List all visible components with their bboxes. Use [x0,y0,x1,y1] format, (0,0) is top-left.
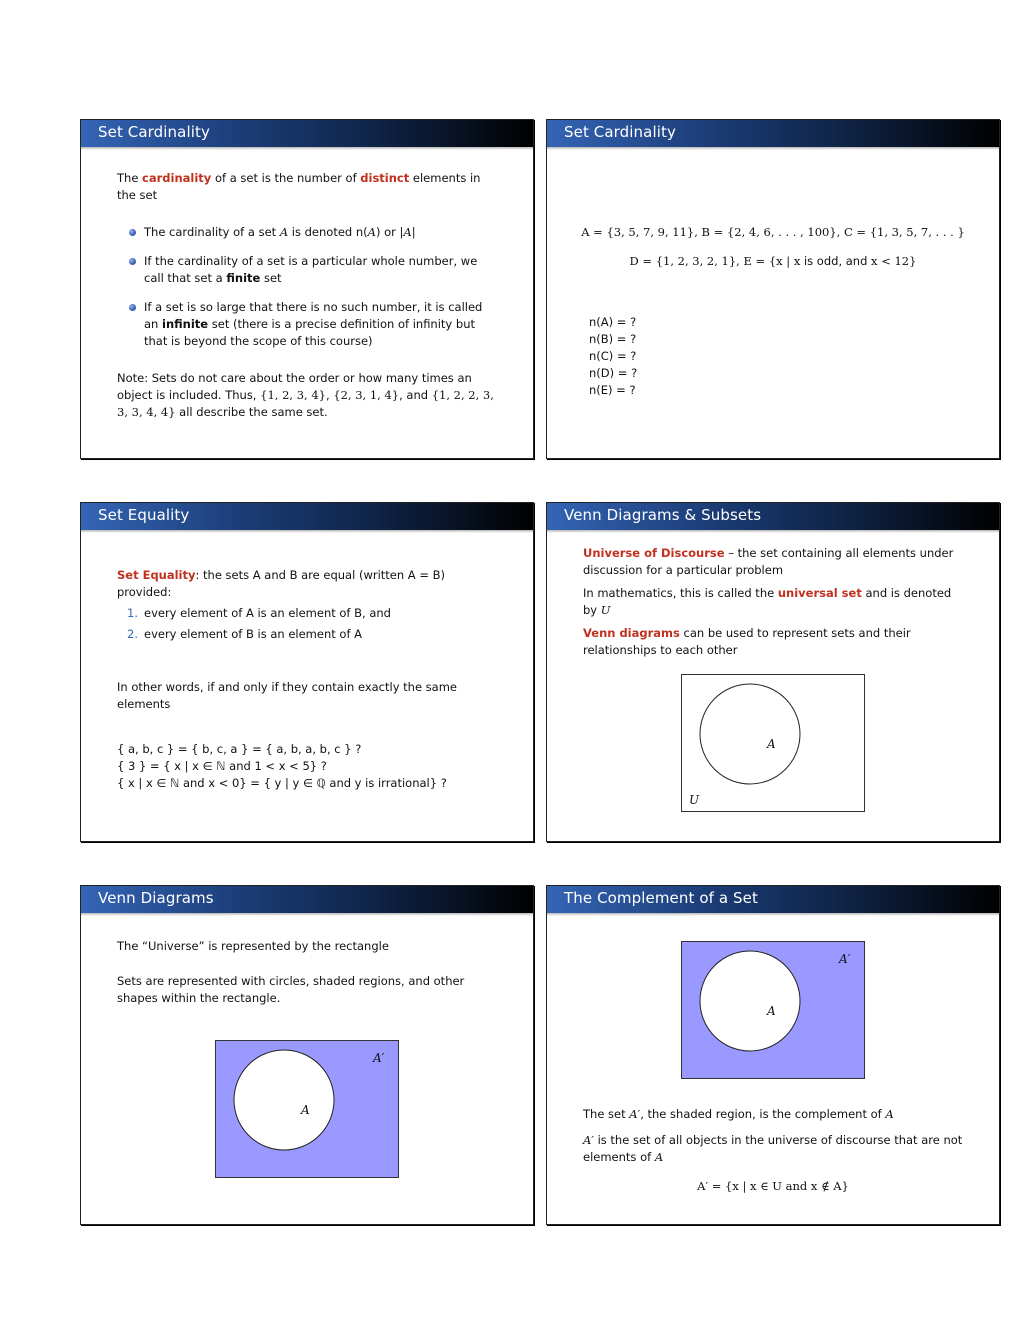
bullet-item: If a set is so large that there is no such number, it is called an infinite set (there is a precise definition of infinity but that is beyond the scope of this course) [117,299,497,350]
slide-title: The Complement of a Set [564,889,758,907]
term-cardinality: cardinality [142,171,212,185]
cardinality-definition: The cardinality of a set is the number of distinct elements in the set [117,171,481,202]
set-a-circle [700,684,800,784]
slide-venn-diagrams-subsets [546,502,1000,842]
slide-title: Set Equality [98,506,190,524]
term-distinct: distinct [360,171,410,185]
slide-complement-of-a-set [546,885,1000,1225]
question-n-a: n(A) = ? [589,315,637,329]
slide-body [117,567,497,792]
slide-title-bar [81,886,533,913]
question-n-c: n(C) = ? [589,349,637,363]
slide-title-bar [547,120,999,147]
slide-body [567,224,979,270]
term-infinite: infinite [162,317,209,331]
slide-title: Set Cardinality [98,123,210,141]
term-universe-of-discourse: Universe of Discourse [583,546,725,560]
venn-diagram-complement [215,1040,401,1180]
slide-set-cardinality-examples [546,119,1000,459]
question-n-d: n(D) = ? [589,366,638,380]
slide-title: Venn Diagrams [98,889,214,907]
universe-rectangle-paragraph: The “Universe” is represented by the rectangle [117,939,389,953]
cardinality-questions [589,314,637,399]
slide-set-cardinality-definition [80,119,534,459]
complement-label: A′ [373,1051,385,1065]
slide-body [117,938,497,1007]
condition-item: 1. every element of A is an element of B, and [127,606,391,620]
complement-label: A′ [839,952,851,966]
venn-diagram-complement [681,941,867,1081]
complement-definition: A′ is the set of all objects in the universe of discourse that are not elements of A [583,1133,963,1164]
set-a-label: A [767,1004,776,1018]
slide-title-bar [81,120,533,147]
slide-body [583,545,963,659]
slide-title-bar [547,503,999,530]
set-definitions-line-1: A = {3, 5, 7, 9, 11}, B = {2, 4, 6, . . . , 100}, C = {1, 3, 5, 7, . . . } [581,225,965,239]
slide-body [117,170,497,421]
term-venn-diagrams: Venn diagrams [583,626,680,640]
slide-set-equality [80,502,534,842]
set-a-label: A [767,737,776,751]
equality-questions [117,741,497,792]
term-universal-set: universal set [777,586,862,600]
bullet-icon [129,258,136,265]
slide-title: Venn Diagrams & Subsets [564,506,762,524]
complement-paragraph: The set A′, the shaded region, is the complement of A [583,1107,894,1121]
equality-conditions [117,605,497,643]
equality-question: { a, b, c } = { b, c, a } = { a, b, a, b, c } ? [117,742,362,756]
complement-formula: A′ = {x | x ∈ U and x ∉ A} [697,1179,849,1193]
universe-definition: Universe of Discourse – the set containing all elements under discussion for a particular problem [583,546,954,577]
venn-paragraph: Venn diagrams can be used to represent sets and their relationships to each other [583,626,911,657]
venn-diagram-universe [681,674,867,814]
question-n-b: n(B) = ? [589,332,637,346]
universe-label: U [689,793,700,807]
term-finite: finite [226,271,261,285]
universal-set-paragraph: In mathematics, this is called the universal set and is denoted by U [583,586,952,617]
set-a-circle [700,951,800,1051]
other-words-paragraph: In other words, if and only if they contain exactly the same elements [117,680,458,711]
sets-shapes-paragraph: Sets are represented with circles, shaded regions, and other shapes within the rectangle. [117,974,465,1005]
bullet-icon [129,229,136,236]
set-a-circle [234,1050,334,1150]
term-set-equality: Set Equality [117,568,196,582]
slide-title-bar [81,503,533,530]
set-a-label: A [301,1103,310,1117]
bullet-item: The cardinality of a set A is denoted n(A) or |A| [117,224,497,241]
note-paragraph: Note: Sets do not care about the order or how many times an object is included. Thus, {1, 2, 3, 4}, {2, 3, 1, 4}, and {1, 2, 2, 3, 3, 3, 4, 4} all describe the same set. [117,371,494,419]
equality-definition: Set Equality: the sets A and B are equal (written A = B) provided: [117,568,445,599]
slide-title-bar [547,886,999,913]
bullet-icon [129,304,136,311]
bullet-item: If the cardinality of a set is a particular whole number, we call that set a finite set [117,253,497,287]
slide-venn-diagrams [80,885,534,1225]
slide-title: Set Cardinality [564,123,676,141]
slide-body [583,1106,963,1195]
set-definitions-line-2: D = {1, 2, 3, 2, 1}, E = {x | x is odd, and x < 12} [629,254,917,268]
equality-question: { 3 } = { x | x ∈ ℕ and 1 < x < 5} ? [117,759,327,773]
condition-item: 2. every element of B is an element of A [127,627,363,641]
bullet-list [117,224,497,350]
equality-question: { x | x ∈ ℕ and x < 0} = { y | y ∈ ℚ and y is irrational} ? [117,776,447,790]
question-n-e: n(E) = ? [589,383,636,397]
